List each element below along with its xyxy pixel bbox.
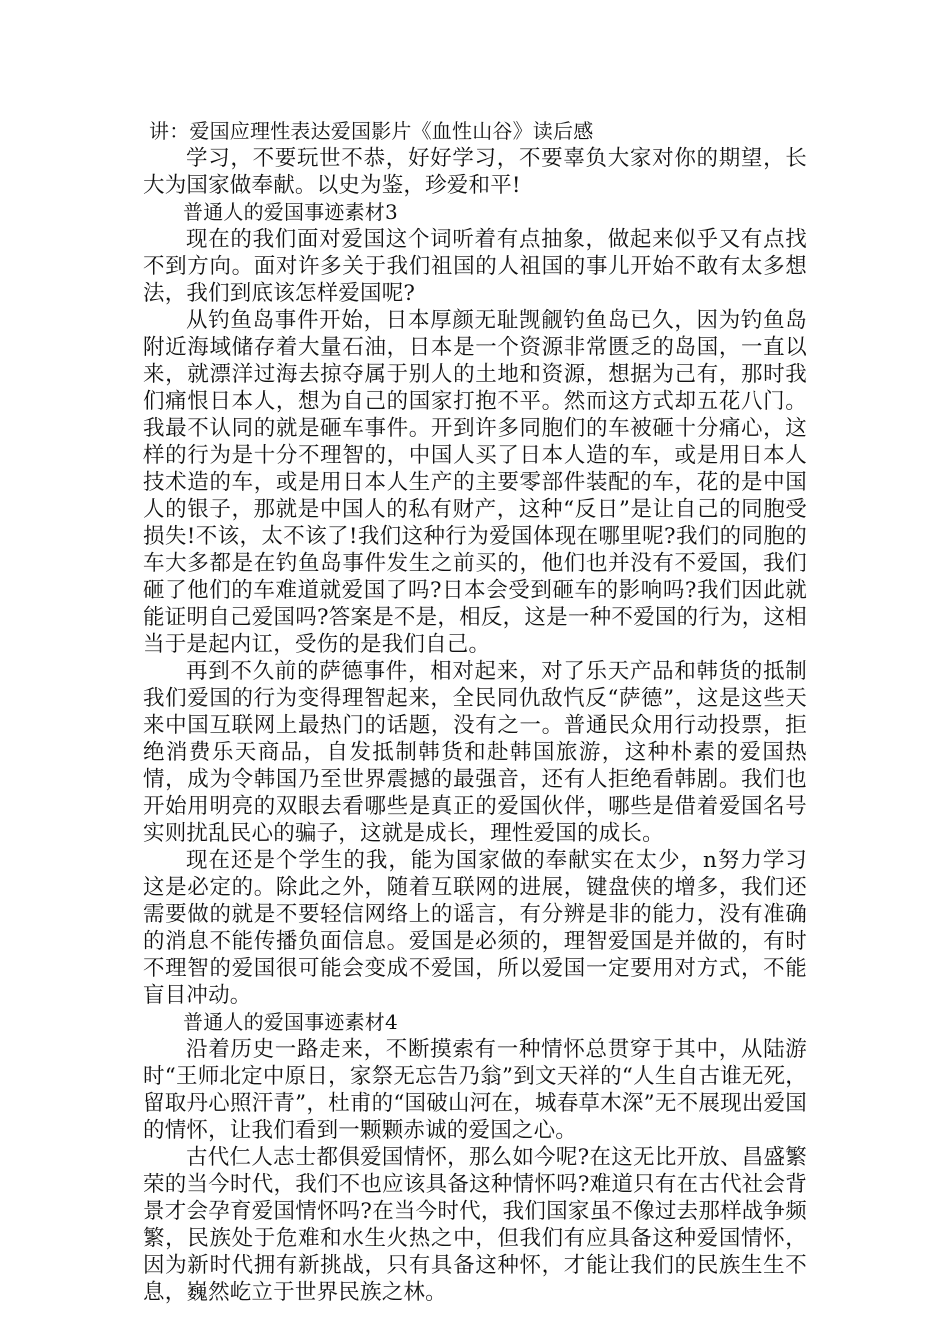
paragraph: 古代仁人志士都俱爱国情怀，那么如今呢?在这无比开放、昌盛繁荣的当今时代，我们不也应该具备这种情怀吗?难道只有在古代社会背景才会孕育爱国情怀吗?在当今时代，我们国家虽不像过去那样战争频繁，民族处于危难和水生火热之中，但我们有应具备这种爱国情怀，因为新时代拥有新挑战，只有具备这种怀，才能让我们的民族生生不息，巍然屹立于世界民族之林。 — [143, 1145, 807, 1305]
title-line: 讲：爱国应理性表达爱国影片《血性山谷》读后感 — [149, 119, 594, 143]
paragraph: 沿着历史一路走来，不断摸索有一种情怀总贯穿于其中，从陆游时“王师北定中原日，家祭无忘告乃翁”到文天祥的“人生自古谁无死，留取丹心照汗青”，杜甫的“国破山河在，城春草木深”无不展现出爱国的情怀，让我们看到一颗颗赤诚的爱国之心。 — [143, 1037, 807, 1143]
document-body — [143, 118, 807, 1306]
paragraph: 学习，不要玩世不恭，好好学习，不要辜负大家对你的期望，长大为国家做奉献。以史为鉴，珍爱和平! — [143, 146, 807, 198]
paragraph: 现在还是个学生的我，能为国家做的奉献实在太少，n努力学习这是必定的。除此之外，随着互联网的进展，键盘侠的增多，我们还需要做的就是不要轻信网络上的谣言，有分辨是非的能力，没有准确的消息不能传播负面信息。爱国是必须的，理智爱国是并做的，有时不理智的爱国很可能会变成不爱国，所以爱国一定要用对方式，不能盲目冲动。 — [143, 848, 807, 1008]
section-heading: 普通人的爱国事迹素材4 — [183, 1010, 398, 1034]
paragraph: 现在的我们面对爱国这个词听着有点抽象，做起来似乎又有点找不到方向。面对许多关于我们祖国的人祖国的事儿开始不敢有太多想法，我们到底该怎样爱国呢? — [143, 227, 807, 306]
paragraph: 再到不久前的萨德事件，相对起来，对了乐天产品和韩货的抵制我们爱国的行为变得理智起来，全民同仇敌忾反“萨德”，这是这些天来中国互联网上最热门的话题，没有之一。普通民众用行动投票，拒绝消费乐天商品，自发抵制韩货和赴韩国旅游，这种朴素的爱国热情，成为令韩国乃至世界震撼的最强音，还有人拒绝看韩剧。我们也开始用明亮的双眼去看哪些是真正的爱国伙伴，哪些是借着爱国名号实则扰乱民心的骗子，这就是成长，理性爱国的成长。 — [143, 659, 807, 846]
section-heading: 普通人的爱国事迹素材3 — [183, 200, 398, 224]
paragraph: 从钓鱼岛事件开始，日本厚颜无耻觊觎钓鱼岛已久，因为钓鱼岛附近海域储存着大量石油，日本是一个资源非常匮乏的岛国，一直以来，就漂洋过海去掠夺属于别人的土地和资源，想据为己有，那时我们痛恨日本人，想为自己的国家打抱不平。然而这方式却五花八门。我最不认同的就是砸车事件。开到许多同胞们的车被砸十分痛心，这样的行为是十分不理智的，中国人买了日本人造的车，或是用日本人技术造的车，或是用日本人生产的主要零部件装配的车，花的是中国人的银子，那就是中国人的私有财产，这种“反日”是让自己的同胞受损失!不该，太不该了!我们这种行为爱国体现在哪里呢?我们的同胞的车大多都是在钓鱼岛事件发生之前买的，他们也并没有不爱国，我们砸了他们的车难道就爱国了吗?日本会受到砸车的影响吗?我们因此就能证明自己爱国吗?答案是不是，相反，这是一种不爱国的行为，这相当于是起内讧，受伤的是我们自己。 — [143, 308, 807, 657]
